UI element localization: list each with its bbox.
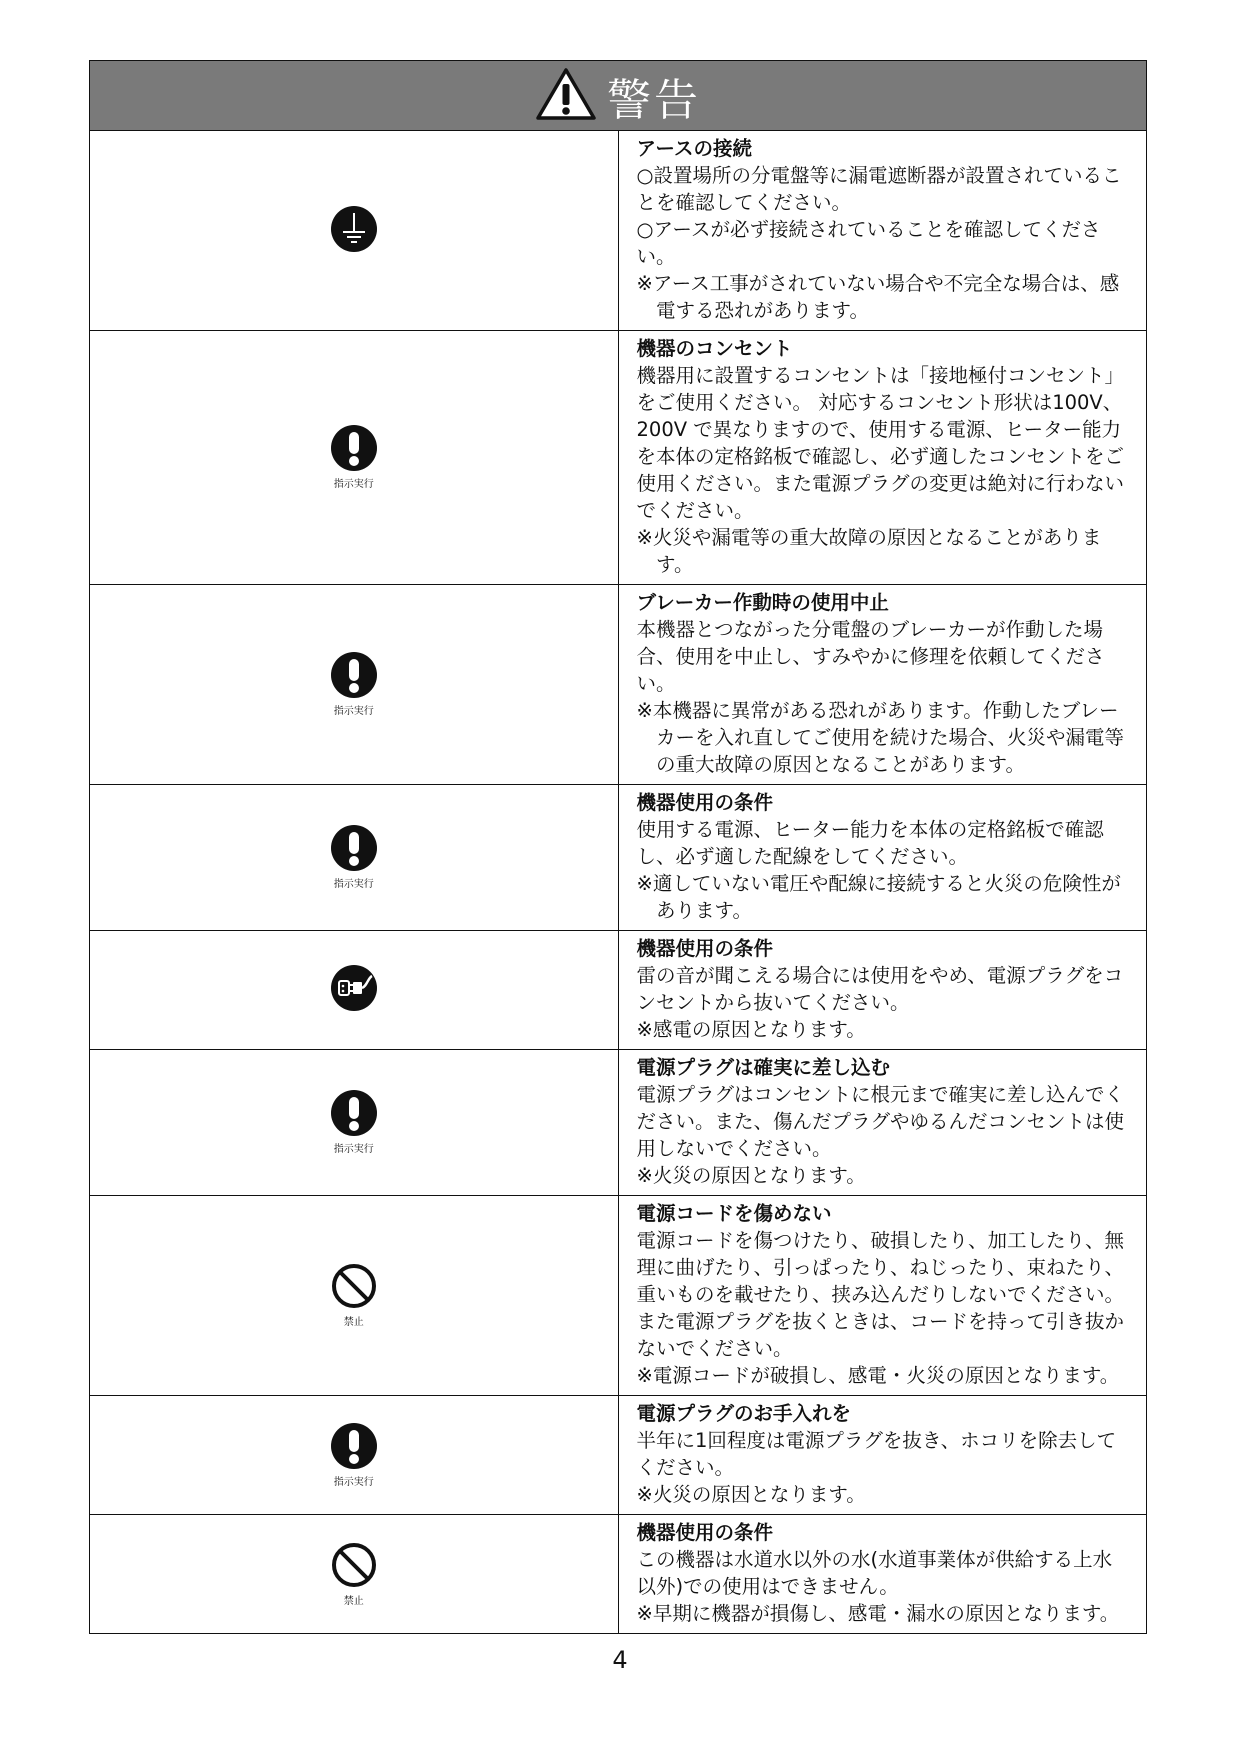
icon-caption: 指示実行	[333, 1476, 374, 1488]
warning-row-line: ※感電の原因となります。	[636, 1018, 866, 1041]
warning-row-icon-cell	[90, 1050, 619, 1196]
warning-row-line: 電源コードを傷つけたり、破損したり、加工したり、無理に曲げたり、引っぱったり、ねじったり、束ねたり、重いものを載せたり、挟み込んだりしないでください。	[636, 1229, 1125, 1306]
warning-row-title: 電源プラグは確実に差し込む	[636, 1056, 891, 1079]
warning-row	[90, 331, 1147, 585]
warning-row-icon-cell	[90, 785, 619, 931]
warning-row-text-cell	[618, 1396, 1147, 1515]
warning-row-line: ○アースが必ず接続されていることを確認してください。	[636, 218, 1101, 268]
page-number: 4	[612, 1646, 628, 1674]
warning-row-title: 機器使用の条件	[636, 1521, 774, 1544]
warning-row-icon-cell	[90, 1515, 619, 1634]
warning-row-line: ※火災や漏電等の重大故障の原因となることがあります。	[636, 526, 1102, 576]
exclamation-icon	[330, 424, 378, 476]
warning-triangle-icon	[535, 67, 597, 125]
warning-row	[90, 785, 1147, 931]
ground-icon	[330, 205, 378, 257]
warning-row	[90, 931, 1147, 1050]
warning-row-text-cell	[618, 331, 1147, 585]
warning-row	[90, 1196, 1147, 1396]
warning-row-line: 半年に1回程度は電源プラグを抜き、ホコリを除去してください。	[636, 1429, 1117, 1479]
warning-row	[90, 1396, 1147, 1515]
warning-row	[90, 1515, 1147, 1634]
warning-row-icon-cell	[90, 931, 619, 1050]
warning-row-title: 機器のコンセント	[636, 337, 793, 360]
icon-caption: 指示実行	[333, 879, 374, 890]
warning-row-text-cell	[618, 785, 1147, 931]
warning-title: 警告	[607, 74, 701, 126]
warning-row-icon-cell	[90, 585, 619, 785]
warning-row-text-cell	[618, 931, 1147, 1050]
prohibited-icon	[330, 1541, 378, 1593]
warning-row-icon-cell	[90, 1196, 619, 1396]
exclamation-icon	[330, 1089, 378, 1141]
warning-row-line: また電源プラグを抜くときは、コードを持って引き抜かないでください。	[636, 1310, 1125, 1360]
warning-row	[90, 1050, 1147, 1196]
warning-row-line: ※本機器に異常がある恐れがあります。作動したブレーカーを入れ直してご使用を続けた場合、火災や漏電等の重大故障の原因となることがあります。	[636, 699, 1125, 776]
warning-header-row	[90, 61, 1147, 131]
warning-row-text-cell	[618, 1515, 1147, 1634]
warning-row-line: 本機器とつながった分電盤のブレーカーが作動した場合、使用を中止し、すみやかに修理を依頼してください。	[636, 618, 1105, 695]
warning-row-icon-cell	[90, 1396, 619, 1515]
warning-row-icon-cell	[90, 131, 619, 331]
exclamation-icon	[330, 824, 378, 876]
warning-sheet	[89, 60, 1147, 1634]
warning-row-title: 電源コードを傷めない	[636, 1202, 832, 1225]
exclamation-icon	[330, 1422, 378, 1474]
warning-table	[89, 60, 1147, 1634]
warning-row-text-cell	[618, 1196, 1147, 1396]
warning-row-text-cell	[618, 131, 1147, 331]
warning-row	[90, 131, 1147, 331]
warning-row-text-cell	[618, 585, 1147, 785]
warning-row-title: アースの接続	[636, 137, 752, 160]
icon-caption: 禁止	[343, 1317, 364, 1328]
warning-row-line: 雷の音が聞こえる場合には使用をやめ、電源プラグをコンセントから抜いてください。	[636, 964, 1124, 1014]
warning-row-title: 機器使用の条件	[636, 937, 774, 960]
warning-row-line: ※火災の原因となります。	[636, 1483, 866, 1506]
warning-row-line: ※早期に機器が損傷し、感電・漏水の原因となります。	[636, 1602, 1120, 1625]
warning-row-title: 電源プラグのお手入れを	[636, 1402, 852, 1425]
warning-row-line: ※火災の原因となります。	[636, 1164, 866, 1187]
icon-caption: 指示実行	[333, 706, 374, 717]
warning-row-line: この機器は水道水以外の水(水道事業体が供給する上水以外)での使用はできません。	[636, 1548, 1113, 1598]
warning-row-line: 電源プラグはコンセントに根元まで確実に差し込んでください。また、傷んだプラグやゆるんだコンセントは使用しないでください。	[636, 1083, 1125, 1160]
warning-row-text-cell	[618, 1050, 1147, 1196]
icon-caption: 禁止	[343, 1595, 364, 1607]
icon-caption: 指示実行	[333, 1144, 374, 1155]
warning-row-line: ※電源コードが破損し、感電・火災の原因となります。	[636, 1364, 1120, 1387]
icon-caption: 指示実行	[333, 479, 374, 490]
warning-row-line: ○設置場所の分電盤等に漏電遮断器が設置されていることを確認してください。	[636, 164, 1122, 214]
warning-header	[90, 61, 1147, 131]
prohibited-icon	[330, 1262, 378, 1314]
warning-row-line: ※アース工事がされていない場合や不完全な場合は、感電する恐れがあります。	[636, 272, 1120, 322]
exclamation-icon	[330, 651, 378, 703]
warning-row-title: 機器使用の条件	[636, 791, 774, 814]
unplug-icon	[330, 964, 378, 1016]
warning-row-title: ブレーカー作動時の使用中止	[636, 591, 889, 614]
warning-row-line: 使用する電源、ヒーター能力を本体の定格銘板で確認し、必ず適した配線をしてください。	[636, 818, 1104, 868]
warning-row-icon-cell	[90, 331, 619, 585]
warning-row-line: ※適していない電圧や配線に接続すると火災の危険性があります。	[636, 872, 1121, 922]
warning-row-line: 機器用に設置するコンセントは「接地極付コンセント」をご使用ください。 対応するコンセント形状は100V、200V で異なりますので、使用する電源、ヒーター能力を本体の定格銘板で確認し、必ず適したコンセントをご使用ください。また電源プラグの変更は絶対に行わないでください。	[636, 364, 1125, 522]
warning-row	[90, 585, 1147, 785]
